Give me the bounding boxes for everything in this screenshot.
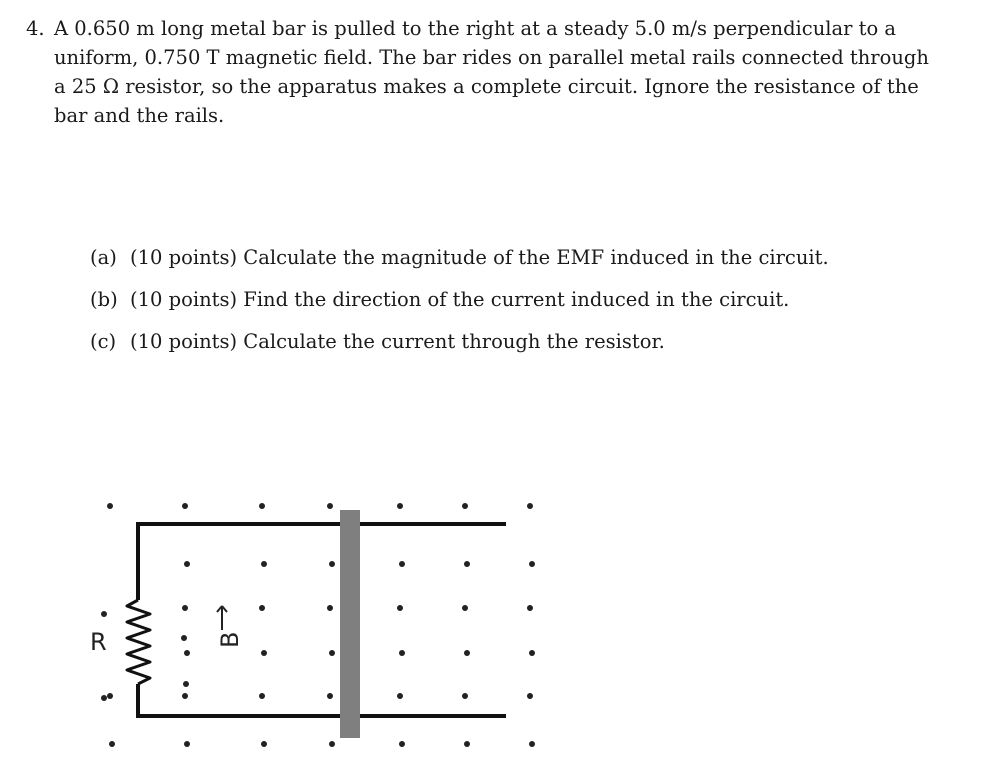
statement-line-4: bar and the rails. [54, 104, 225, 127]
resistor-label: R [90, 628, 107, 656]
field-dot [259, 503, 265, 509]
field-dot [183, 681, 189, 687]
problem-parts [90, 237, 829, 363]
field-dot [462, 605, 468, 611]
metal-bar [340, 510, 360, 738]
circuit-diagram [80, 488, 560, 768]
field-dot [399, 561, 405, 567]
field-dot [109, 741, 115, 747]
field-dot [464, 650, 470, 656]
field-dot [182, 503, 188, 509]
part-c-label: (c) [90, 330, 117, 353]
field-dot [101, 695, 107, 701]
field-dot [101, 611, 107, 617]
part-a-text: (10 points) Calculate the magnitude of the EMF induced in the circuit. [130, 246, 829, 269]
field-dot [329, 741, 335, 747]
field-dot [397, 693, 403, 699]
field-dot [399, 741, 405, 747]
field-vector-arrow-icon [217, 606, 227, 630]
field-dot [462, 693, 468, 699]
field-dot [259, 693, 265, 699]
field-dot [329, 561, 335, 567]
part-c [90, 321, 829, 363]
statement-line-1-text: A 0.650 m long metal bar is pulled to the right at a steady 5.0 m/s perpendicular to a [54, 17, 897, 40]
field-label: B [216, 631, 244, 648]
problem-statement [26, 14, 956, 130]
field-dot [529, 741, 535, 747]
field-dot [397, 605, 403, 611]
field-dot [529, 561, 535, 567]
part-a [90, 237, 829, 279]
field-dot [261, 650, 267, 656]
part-b-text: (10 points) Find the direction of the current induced in the circuit. [130, 288, 790, 311]
field-dot [464, 741, 470, 747]
field-dot [184, 650, 190, 656]
field-dot [329, 650, 335, 656]
field-dot [529, 650, 535, 656]
field-dot [107, 693, 113, 699]
part-c-text: (10 points) Calculate the current through the resistor. [130, 330, 665, 353]
part-b-label: (b) [90, 288, 118, 311]
field-dot [261, 741, 267, 747]
field-dot [184, 561, 190, 567]
field-dot [327, 503, 333, 509]
problem-number: 4. [26, 17, 45, 40]
field-dot [107, 503, 113, 509]
field-dot [181, 635, 187, 641]
field-dot [397, 503, 403, 509]
field-dot [182, 605, 188, 611]
field-dot [527, 503, 533, 509]
statement-line-3: a 25 Ω resistor, so the apparatus makes a complete circuit. Ignore the resistance of the [54, 75, 919, 98]
field-label-group [216, 632, 244, 648]
field-dot [399, 650, 405, 656]
field-dot [259, 605, 265, 611]
field-dot [182, 693, 188, 699]
magnetic-field-dots [101, 503, 535, 747]
field-dot [464, 561, 470, 567]
field-dot [527, 605, 533, 611]
part-a-label: (a) [90, 246, 117, 269]
field-dot [462, 503, 468, 509]
field-dot [527, 693, 533, 699]
field-dot [327, 605, 333, 611]
field-dot [327, 693, 333, 699]
part-b [90, 279, 829, 321]
statement-line-1 [26, 14, 956, 43]
field-dot [184, 741, 190, 747]
field-dot [261, 561, 267, 567]
circuit-figure [80, 488, 560, 768]
resistor-symbol [127, 600, 150, 684]
statement-line-2: uniform, 0.750 T magnetic field. The bar rides on parallel metal rails connected through [54, 46, 929, 69]
